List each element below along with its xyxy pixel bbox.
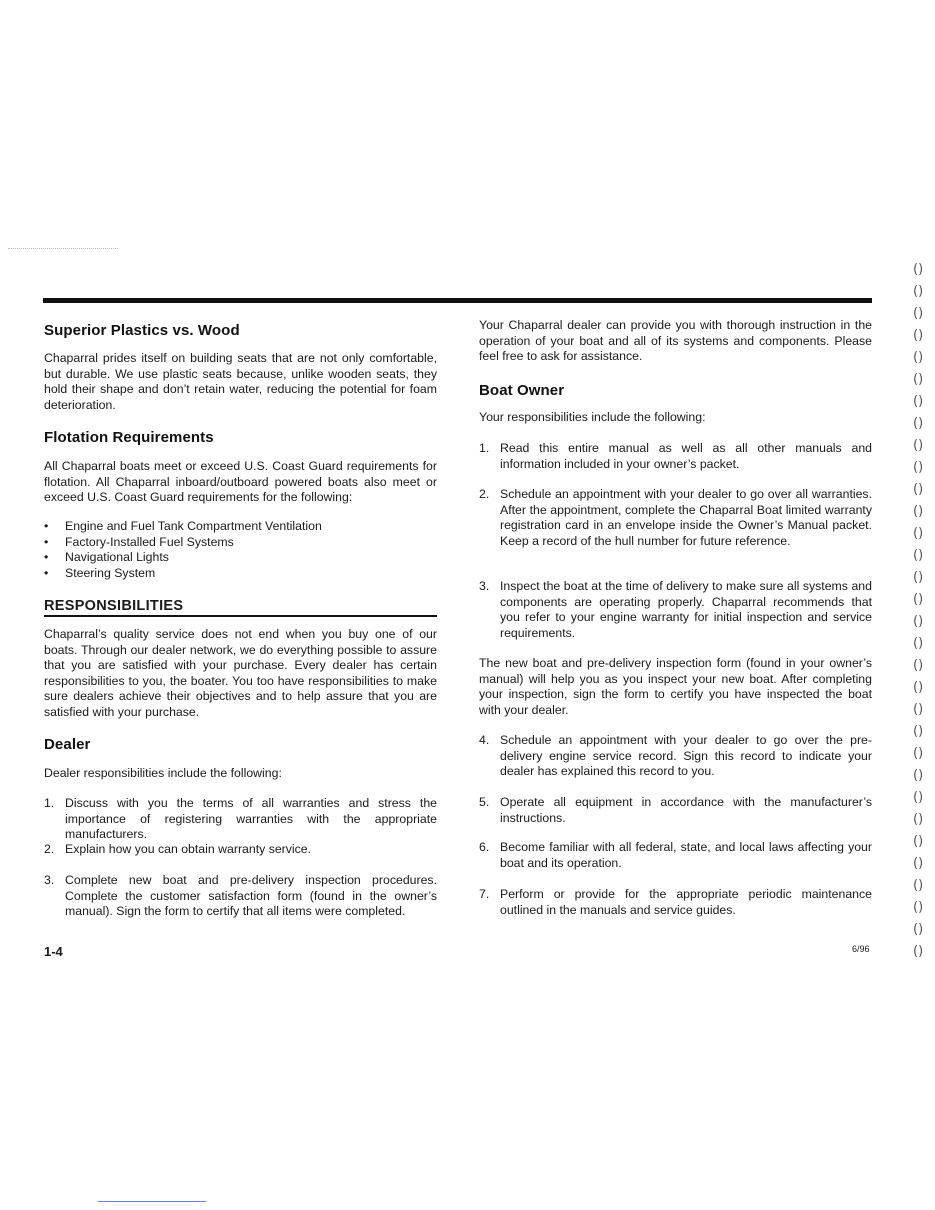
- ring-binder-hole-icon: (): [913, 658, 924, 673]
- list-item: [479, 487, 872, 549]
- list-number: 7.: [479, 887, 490, 901]
- bullet-item: • Steering System: [44, 566, 437, 582]
- responsibilities-text: Chaparral’s quality service does not end when you buy one of our boats. Through our dealer network, we do everything possible to assure that you are satisfied with your purchase. Every dealer has certain responsibilities to you, the boater. You too have responsibilities to make sure dealers achieve their objectives and to help assure that you are satisfied with your purchase.: [44, 627, 437, 719]
- ring-binder-hole-icon: (): [913, 944, 924, 959]
- list-text: Explain how you can obtain warranty service.: [65, 842, 312, 856]
- list-number: 4.: [479, 733, 490, 747]
- dealer-intro: Dealer responsibilities include the following:: [44, 766, 282, 780]
- list-number: 3.: [479, 579, 490, 593]
- inspection-form-text: The new boat and pre-delivery inspection form (found in your owner’s manual) will help you as you inspect your new boat. After completing your inspection, sign the form to certify you have inspected the boat with your dealer.: [479, 656, 872, 717]
- scan-artifact-line: [98, 1201, 206, 1202]
- ring-binder-hole-icon: (): [913, 526, 924, 541]
- ring-binder-hole-icon: (): [913, 900, 924, 915]
- ring-binder-hole-icon: (): [913, 504, 924, 519]
- heading-dealer: Dealer: [44, 736, 91, 753]
- ring-binder-hole-icon: (): [913, 856, 924, 871]
- list-text: Schedule an appointment with your dealer to go over all warranties. After the appointment, complete the Chaparral Boat limited warranty registration card in an envelope inside the Owner’s Manual packet. Keep a record of the hull number for future reference.: [500, 487, 872, 548]
- scan-artifact-dots: [8, 248, 118, 255]
- ring-binder-hole-icon: (): [913, 702, 924, 717]
- heading-boat-owner: Boat Owner: [479, 382, 565, 399]
- ring-binder-hole-icon: (): [913, 922, 924, 937]
- ring-binder-hole-icon: (): [913, 790, 924, 805]
- ring-binder-hole-icon: (): [913, 284, 924, 299]
- owner-intro: Your responsibilities include the following:: [479, 410, 706, 424]
- revision-date: 6/96: [852, 944, 870, 954]
- ring-binder-hole-icon: (): [913, 306, 924, 321]
- ring-binder-hole-icon: (): [913, 394, 924, 409]
- page-number: 1-4: [44, 944, 63, 959]
- list-item: [44, 842, 437, 858]
- bullet-item: • Navigational Lights: [44, 550, 437, 566]
- heading-responsibilities: RESPONSIBILITIES: [44, 598, 437, 617]
- flotation-bullet-list: [44, 519, 437, 581]
- ring-binder-hole-icon: (): [913, 812, 924, 827]
- list-text: Inspect the boat at the time of delivery to make sure all systems and components are operating properly. Chaparral recommends that you refer to your engine warranty for initial inspection and service requirements.: [500, 579, 872, 640]
- ring-binder-hole-icon: (): [913, 680, 924, 695]
- list-item: [479, 579, 872, 641]
- ring-binder-hole-icon: (): [913, 724, 924, 739]
- header-rule: [43, 298, 872, 303]
- list-text: Complete new boat and pre-delivery inspection procedures. Complete the customer satisfaction form (found in the owner’s manual). Sign the form to certify that all items were completed.: [65, 873, 437, 918]
- list-item: [44, 796, 437, 843]
- heading-flotation: Flotation Requirements: [44, 429, 214, 446]
- ring-binder-hole-icon: (): [913, 548, 924, 563]
- list-number: 1.: [479, 441, 490, 455]
- ring-binder-hole-icon: (): [913, 262, 924, 277]
- ring-binder-hole-icon: (): [913, 350, 924, 365]
- bullet-item: • Engine and Fuel Tank Compartment Ventilation: [44, 519, 437, 535]
- ring-binder-hole-icon: (): [913, 372, 924, 387]
- ring-binder-hole-icon: (): [913, 460, 924, 475]
- list-text: Discuss with you the terms of all warranties and stress the importance of registering warranties with the appropriate manufacturers.: [65, 796, 437, 841]
- ring-binder-hole-icon: (): [913, 592, 924, 607]
- ring-binder-hole-icon: (): [913, 768, 924, 783]
- ring-binder-hole-icon: (): [913, 834, 924, 849]
- ring-binder-hole-icon: (): [913, 438, 924, 453]
- ring-binder-hole-icon: (): [913, 878, 924, 893]
- ring-binder-hole-icon: (): [913, 482, 924, 497]
- ring-binder-hole-icon: (): [913, 614, 924, 629]
- list-number: 2.: [479, 487, 490, 501]
- list-item: [479, 733, 872, 780]
- flotation-text: All Chaparral boats meet or exceed U.S. Coast Guard requirements for flotation. All Chaparral inboard/outboard powered boats also meet or exceed U.S. Coast Guard requirements for the following:: [44, 459, 437, 504]
- list-number: 5.: [479, 795, 490, 809]
- ring-binder-hole-icon: (): [913, 416, 924, 431]
- list-text: Become familiar with all federal, state, and local laws affecting your boat and its operation.: [500, 840, 872, 870]
- list-text: Operate all equipment in accordance with the manufacturer’s instructions.: [500, 795, 872, 825]
- list-item: [479, 840, 872, 871]
- list-number: 2.: [44, 842, 55, 856]
- list-item: [44, 873, 437, 920]
- list-number: 6.: [479, 840, 490, 854]
- heading-superior-plastics: Superior Plastics vs. Wood: [44, 322, 240, 339]
- superior-plastics-text: Chaparral prides itself on building seats that are not only comfortable, but durable. We use plastic seats because, unlike wooden seats, they hold their shape and don’t retain water, reducing the potential for foam deterioration.: [44, 351, 437, 412]
- ring-binder-hole-icon: (): [913, 636, 924, 651]
- ring-binder-hole-icon: (): [913, 746, 924, 761]
- bullet-item: • Factory-Installed Fuel Systems: [44, 535, 437, 551]
- ring-binder-hole-icon: (): [913, 328, 924, 343]
- list-item: [479, 887, 872, 918]
- ring-binder-hole-icon: (): [913, 570, 924, 585]
- list-item: [479, 441, 872, 472]
- list-text: Read this entire manual as well as all other manuals and information included in your owner’s packet.: [500, 441, 872, 471]
- list-text: Schedule an appointment with your dealer to go over the pre-delivery engine service record. Sign this record to indicate your dealer has explained this record to you.: [500, 733, 872, 778]
- list-text: Perform or provide for the appropriate periodic maintenance outlined in the manuals and service guides.: [500, 887, 872, 917]
- dealer-instruction-text: Your Chaparral dealer can provide you with thorough instruction in the operation of your boat and all of its systems and components. Please feel free to ask for assistance.: [479, 318, 872, 363]
- list-number: 3.: [44, 873, 55, 887]
- list-number: 1.: [44, 796, 55, 810]
- list-item: [479, 795, 872, 826]
